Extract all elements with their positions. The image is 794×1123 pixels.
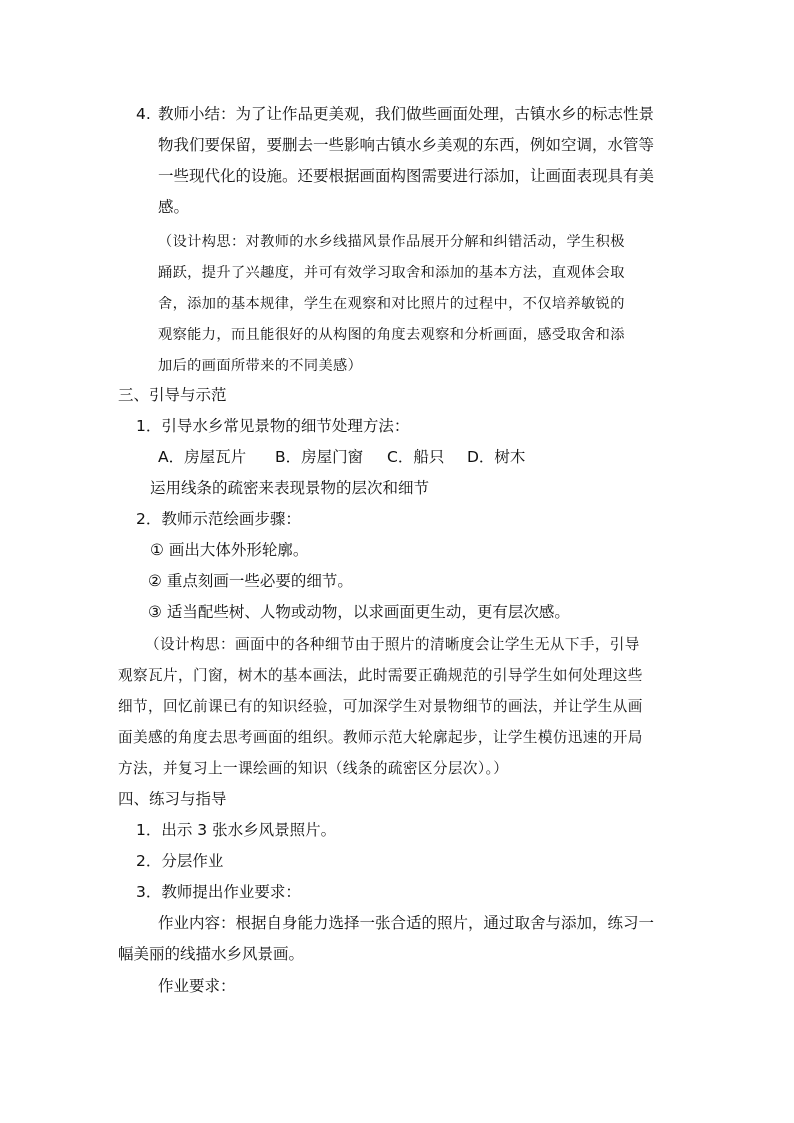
item4-line-4: 感。 (158, 198, 190, 216)
option-b: B．房屋门窗 (275, 448, 364, 466)
option-d: D．树木 (467, 448, 526, 466)
item4-line-3: 一些现代化的设施。还要根据画面构图需要进行添加，让画面表现具有美 (158, 167, 655, 185)
option-c: C．船只 (387, 448, 445, 466)
design-note-1-line-5: 加后的画面所带来的不同美感） (158, 358, 363, 374)
homework-content-line-1: 作业内容：根据自身能力选择一张合适的照片，通过取舍与添加，练习一 (158, 914, 655, 932)
step-3: ③ 适当配些树、人物或动物，以求画面更生动，更有层次感。 (148, 603, 570, 621)
section3-item1: 1．引导水乡常见景物的细节处理方法： (136, 417, 410, 435)
design-note-1-line-2: 踊跃，提升了兴趣度，并可有效学习取舍和添加的基本方法，直观体会取 (158, 265, 625, 281)
design-note-1-line-4: 观察能力，而且能很好的从构图的角度去观察和分析画面，感受取舍和添 (158, 327, 625, 343)
design-note-2-line-1: （设计构思：画面中的各种细节由于照片的清晰度会让学生无从下手，引导 (145, 636, 640, 653)
section3-item2: 2．教师示范绘画步骤： (136, 510, 301, 528)
homework-requirements-label: 作业要求： (158, 977, 236, 995)
design-note-2-line-5: 方法，并复习上一课绘画的知识（线条的疏密区分层次）。） (118, 760, 509, 777)
homework-content-line-2: 幅美丽的线描水乡风景画。 (118, 945, 305, 963)
item4-number: 4. (136, 105, 151, 123)
step-1: ① 画出大体外形轮廓。 (150, 541, 309, 559)
section3-heading: 三、引导与示范 (118, 386, 227, 404)
step-2: ② 重点刻画一些必要的细节。 (148, 572, 353, 590)
section4-item1: 1．出示 3 张水乡风景照片。 (136, 821, 337, 839)
section4-heading: 四、练习与指导 (118, 790, 227, 808)
section4-item3: 3．教师提出作业要求： (136, 883, 301, 901)
item4-line-2: 物我们要保留，要删去一些影响古镇水乡美观的东西，例如空调，水管等 (158, 136, 655, 154)
design-note-2-line-3: 细节，回忆前课已有的知识经验，可加深学生对景物细节的画法，并让学生从画 (118, 698, 643, 715)
section3-item1-note: 运用线条的疏密来表现景物的层次和细节 (150, 479, 430, 497)
design-note-2-line-4: 面美感的角度去思考画面的组织。教师示范大轮廓起步，让学生模仿迅速的开局 (118, 729, 643, 746)
option-a: A．房屋瓦片 (158, 448, 247, 466)
design-note-2-line-2: 观察瓦片，门窗，树木的基本画法，此时需要正确规范的引导学生如何处理这些 (118, 667, 643, 684)
item4-line-1: 教师小结：为了让作品更美观，我们做些画面处理，古镇水乡的标志性景 (158, 105, 655, 123)
design-note-1-line-3: 舍，添加的基本规律，学生在观察和对比照片的过程中，不仅培养敏锐的 (158, 296, 625, 312)
design-note-1-line-1: （设计构思：对教师的水乡线描风景作品展开分解和纠错活动，学生积极 (158, 234, 625, 250)
section4-item2: 2．分层作业 (136, 852, 224, 870)
